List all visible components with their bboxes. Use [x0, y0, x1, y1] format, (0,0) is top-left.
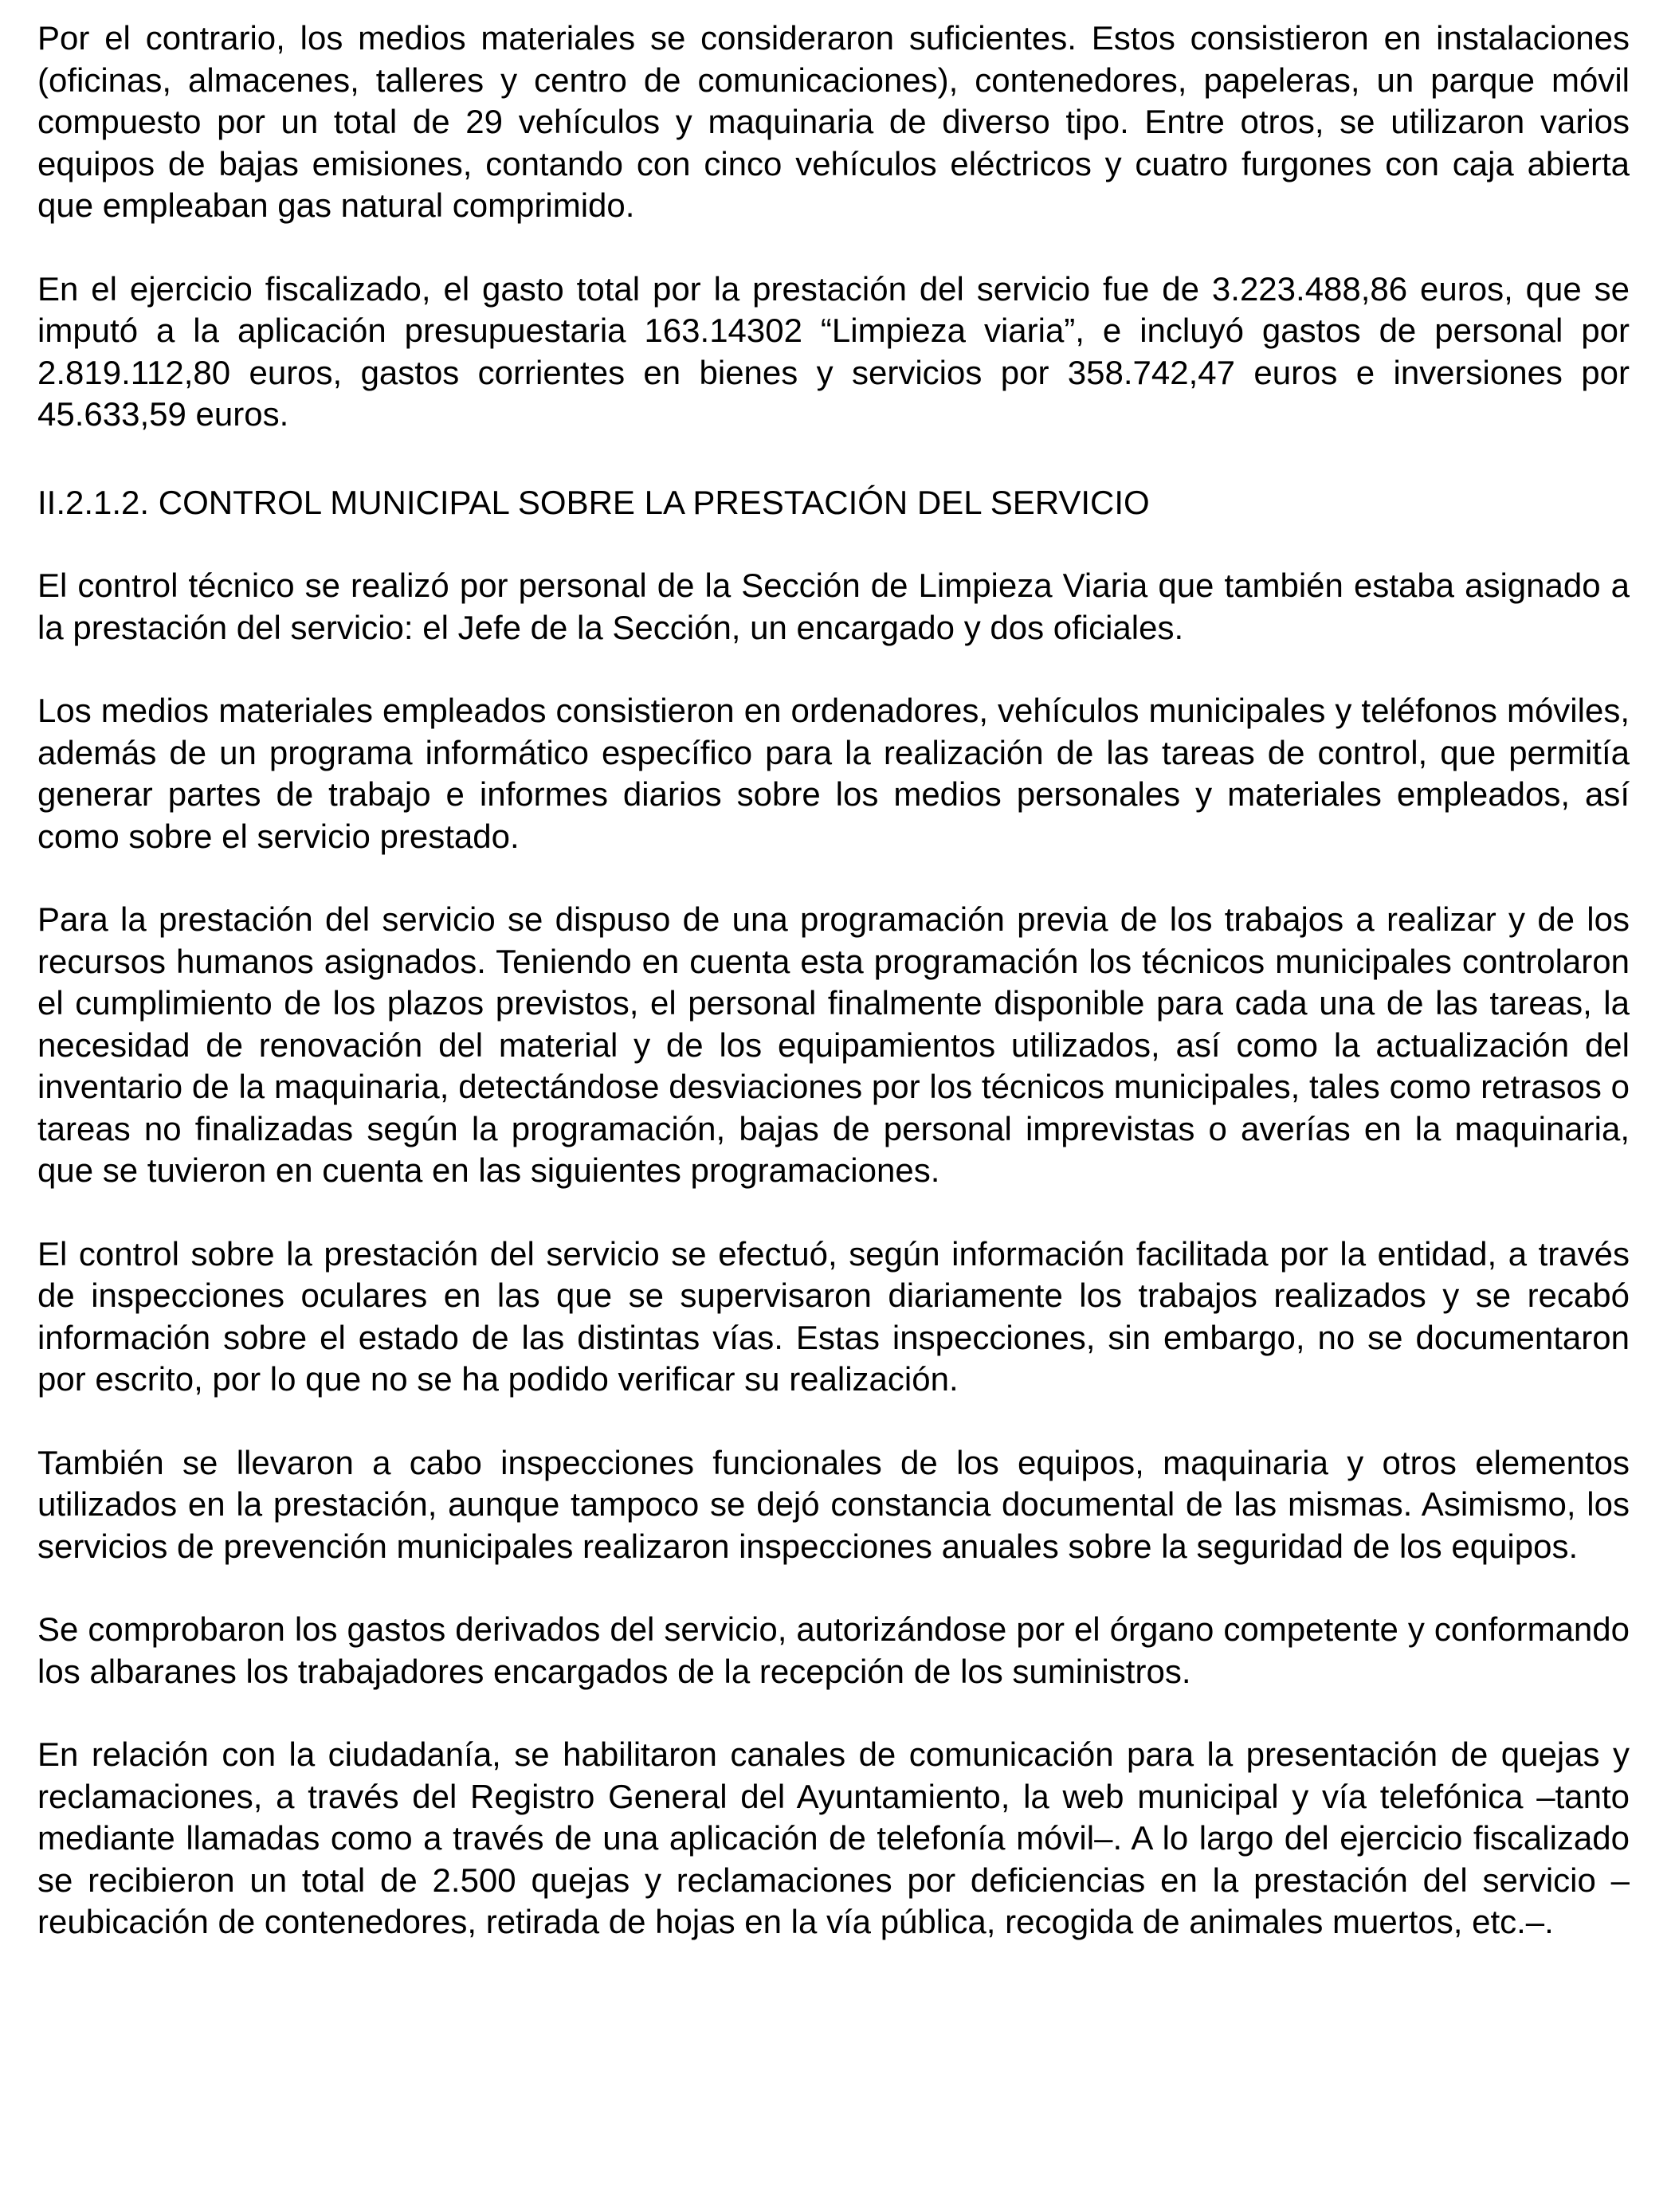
paragraph-total-expenditure: En el ejercicio fiscalizado, el gasto total por la prestación del servicio fue de 3.223.488,86 euros, que se imputó a la aplicación presupuestaria 163.14302 “Limpieza viaria”, e incluyó gastos de personal por 2.819.112,80 euros, gastos corrientes en bienes y servicios por 358.742,47 euros e inversiones por 45.633,59 euros.: [37, 269, 1630, 433]
section-heading: II.2.1.2. CONTROL MUNICIPAL SOBRE LA PRESTACIÓN DEL SERVICIO: [37, 483, 1150, 521]
paragraph-technical-control: El control técnico se realizó por personal de la Sección de Limpieza Viaria que también estaba asignado a la prestación del servicio: el Jefe de la Sección, un encargado y dos oficiales.: [37, 567, 1630, 646]
paragraph-functional-inspections: También se llevaron a cabo inspecciones funcionales de los equipos, maquinaria y otros elementos utilizados en la prestación, aunque tampoco se dejó constancia documental de las mismas. Asimismo, los servicios de prevención municipales realizaron inspecciones anuales sobre la seguridad de los equipos.: [37, 1443, 1630, 1565]
paragraph-expense-verification: Se comprobaron los gastos derivados del servicio, autorizándose por el órgano competente y conformando los albaranes los trabajadores encargados de la recepción de los suministros.: [37, 1610, 1630, 1690]
paragraph-service-programming: Para la prestación del servicio se dispuso de una programación previa de los trabajos a realizar y de los recursos humanos asignados. Teniendo en cuenta esta programación los técnicos municipales controlaron el cumplimiento de los plazos previstos, el personal finalmente disponible para cada una de las tareas, la necesidad de renovación del material y de los equipamientos utilizados, así como la actualización del inventario de la maquinaria, detectándose desviaciones por los técnicos municipales, tales como retrasos o tareas no finalizadas según la programación, bajas de personal imprevistas o averías en la maquinaria, que se tuvieron en cuenta en las siguientes programaciones.: [37, 900, 1630, 1189]
paragraph-material-resources: Por el contrario, los medios materiales se consideraron suficientes. Estos consistieron en instalaciones (oficinas, almacenes, talleres y centro de comunicaciones), contenedores, papeleras, un parque móvil compuesto por un total de 29 vehículos y maquinaria de diverso tipo. Entre otros, se utilizaron varios equipos de bajas emisiones, contando con cinco vehículos eléctricos y cuatro furgones con caja abierta que empleaban gas natural comprimido.: [37, 19, 1630, 224]
paragraph-citizen-complaints: En relación con la ciudadanía, se habilitaron canales de comunicación para la presentación de quejas y reclamaciones, a través del Registro General del Ayuntamiento, la web municipal y vía telefónica –tanto mediante llamadas como a través de una aplicación de telefonía móvil–. A lo largo del ejercicio fiscalizado se recibieron un total de 2.500 quejas y reclamaciones por deficiencias en la prestación del servicio –reubicación de contenedores, retirada de hojas en la vía pública, recogida de animales muertos, etc.–.: [37, 1735, 1630, 1940]
paragraph-visual-inspections: El control sobre la prestación del servicio se efectuó, según información facilitada por la entidad, a través de inspecciones oculares en las que se supervisaron diariamente los trabajos realizados y se recabó información sobre el estado de las distintas vías. Estas inspecciones, sin embargo, no se documentaron por escrito, por lo que no se ha podido verificar su realización.: [37, 1234, 1630, 1398]
paragraph-control-resources: Los medios materiales empleados consistieron en ordenadores, vehículos municipales y teléfonos móviles, además de un programa informático específico para la realización de las tareas de control, que permitía generar partes de trabajo e informes diarios sobre los medios personales y materiales empleados, así como sobre el servicio prestado.: [37, 692, 1630, 855]
document-page: [37, 18, 1630, 1985]
